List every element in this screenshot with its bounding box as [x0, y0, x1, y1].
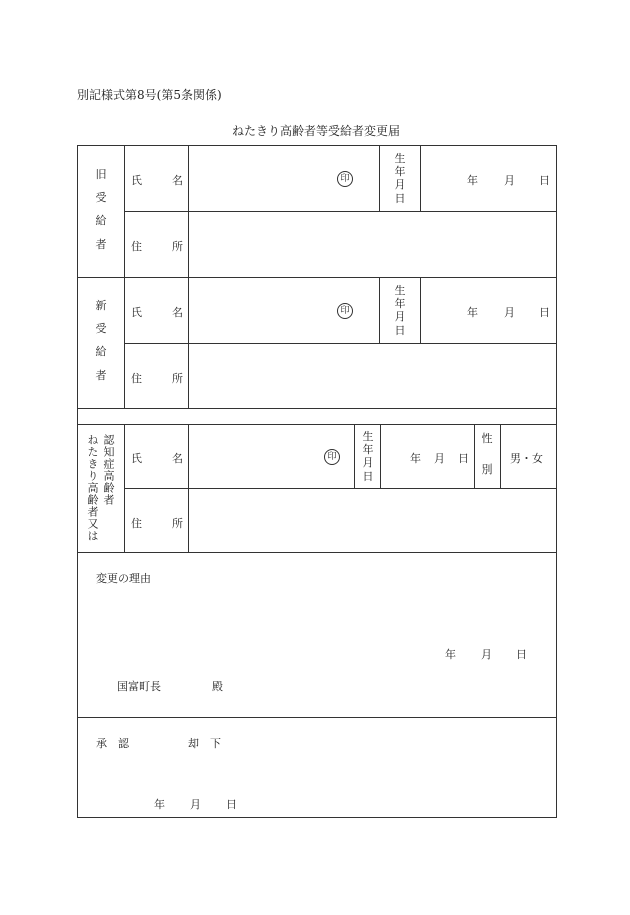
old-address-label-left: 住	[131, 240, 142, 253]
submit-date-day: 日	[516, 648, 527, 661]
new-address-label-left: 住	[131, 372, 142, 385]
elderly-birth-day: 日	[458, 452, 469, 465]
new-name-label-right: 名	[172, 306, 183, 319]
approval-date-year: 年	[154, 798, 165, 811]
addressee: 国富町長	[117, 680, 161, 693]
old-name-label-left: 氏	[131, 174, 142, 187]
old-name-label-right: 名	[172, 174, 183, 187]
old-birth-year: 年	[467, 174, 478, 187]
old-recipient-label: 旧 受 給 者	[95, 168, 107, 251]
approval-date-day: 日	[226, 798, 237, 811]
elderly-seal-mark: 印	[324, 449, 340, 465]
new-birth-year: 年	[467, 306, 478, 319]
reject-label: 却 下	[188, 737, 221, 750]
old-birth-day: 日	[539, 174, 550, 187]
elderly-birth-label: 生 年 月 日	[362, 430, 374, 483]
approve-label: 承 認	[96, 737, 129, 750]
elderly-sex-label: 性 別	[481, 432, 493, 477]
old-seal-mark: 印	[337, 171, 353, 187]
elderly-address-label-right: 所	[172, 517, 183, 530]
new-recipient-label: 新 受 給 者	[95, 299, 107, 382]
elderly-label-col1: 認知症高齢者	[102, 434, 115, 506]
submit-date-month: 月	[481, 648, 492, 661]
new-name-label-left: 氏	[131, 306, 142, 319]
change-reason-label: 変更の理由	[96, 572, 151, 585]
new-birth-label: 生 年 月 日	[394, 284, 406, 337]
elderly-birth-year: 年	[410, 452, 421, 465]
new-birth-day: 日	[539, 306, 550, 319]
elderly-name-label-left: 氏	[131, 452, 142, 465]
old-birth-month: 月	[504, 174, 515, 187]
old-address-label-right: 所	[172, 240, 183, 253]
elderly-label-col2: ねたきり高齢者又は	[86, 434, 99, 542]
elderly-name-label-right: 名	[172, 452, 183, 465]
addressee-honorific: 殿	[212, 680, 223, 693]
approval-date-month: 月	[190, 798, 201, 811]
elderly-address-label-left: 住	[131, 517, 142, 530]
form-reference: 別記様式第8号(第5条関係)	[77, 88, 222, 102]
elderly-sex-value: 男・女	[510, 452, 543, 465]
new-address-label-right: 所	[172, 372, 183, 385]
old-birth-label: 生 年 月 日	[394, 152, 406, 205]
elderly-birth-month: 月	[434, 452, 445, 465]
new-birth-month: 月	[504, 306, 515, 319]
form-title: ねたきり高齢者等受給者変更届	[232, 124, 401, 138]
submit-date-year: 年	[445, 648, 456, 661]
new-seal-mark: 印	[337, 303, 353, 319]
